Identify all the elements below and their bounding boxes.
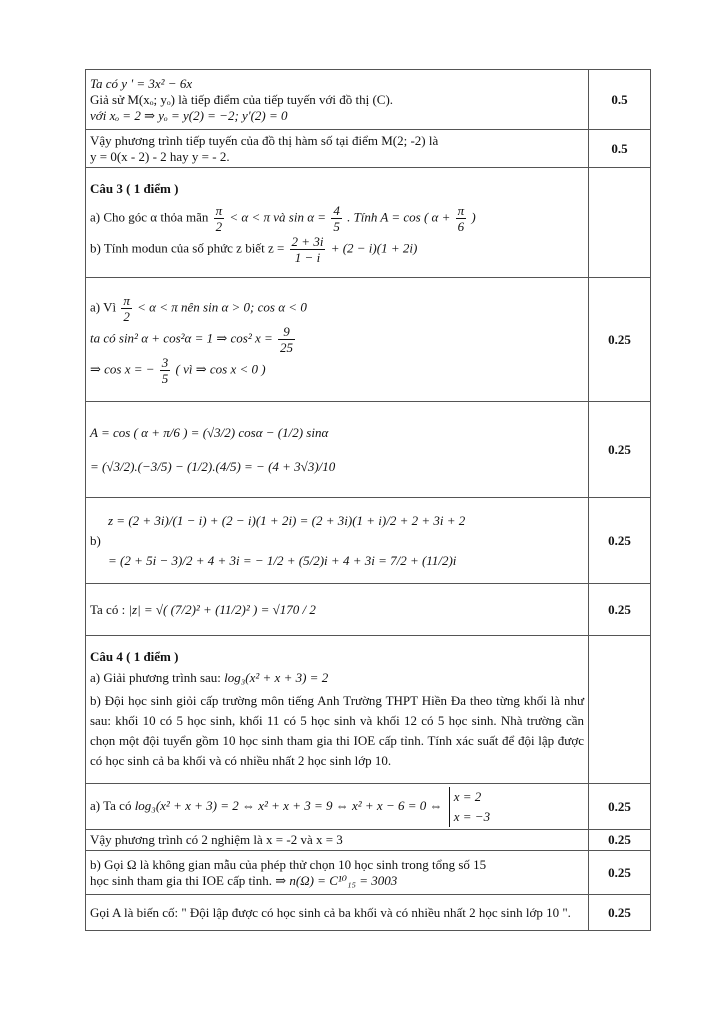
- question-title: Câu 3 ( 1 điểm ): [90, 180, 179, 196]
- table-row: [86, 784, 651, 830]
- sample-count-line: học sinh tham gia thi IOE cấp tỉnh. ⇒ n(Ω) = C¹⁰₁₅ = 3003: [90, 872, 398, 888]
- sample-space-line: b) Gọi Ω là không gian mẫu của phép thử chọn 10 học sinh trong tổng số 15: [90, 856, 487, 872]
- score-cell: 0.25: [589, 402, 651, 498]
- z-expansion-line: z = (2 + 3i)/(1 − i) + (2 − i)(1 + 2i) = (2 + 3i)(1 + i)/2 + 2 + 3i + 2: [108, 512, 466, 528]
- content-cell: [86, 851, 589, 895]
- score-cell: 0.25: [589, 278, 651, 402]
- content-cell: [86, 168, 589, 278]
- derivative-line: Ta có y ' = 3x² − 6x: [90, 75, 193, 91]
- table-row: [86, 402, 651, 498]
- tangent-point-line: Giả sử M(xₒ; yₒ) là tiếp điểm của tiếp tuyến với đồ thị (C).: [90, 91, 394, 107]
- conclusion-line: Vậy phương trình có 2 nghiệm là x = -2 và x = 3: [90, 832, 343, 847]
- answer-table: [85, 69, 651, 931]
- content-cell: [86, 498, 589, 584]
- content-cell: [86, 784, 589, 830]
- score-cell: 0.25: [589, 830, 651, 851]
- score-cell: 0.5: [589, 70, 651, 130]
- content-cell: [86, 584, 589, 636]
- cos-value-line: ⇒ cos x = − $\frac{3}{5}$ ( vì ⇒ cos x < 0 ): [90, 355, 266, 386]
- table-row: [86, 636, 651, 784]
- log-solution-line: a) Ta có log₃(x² + x + 3) = 2 ⇔ x² + x + 3 = 9 ⇔ x² + x − 6 = 0 ⇔ x = 2 x = −3: [90, 787, 584, 827]
- solution-system: x = 2 x = −3: [449, 787, 490, 827]
- table-row: [86, 498, 651, 584]
- content-cell: [86, 130, 589, 168]
- part-a-statement: a) Giải phương trình sau: log₃(x² + x + 3) = 2: [90, 669, 329, 685]
- score-cell: 0.25: [589, 895, 651, 931]
- part-a-statement: a) Cho góc α thỏa mãn $\frac{\pi}{2}$ < α < π và sin α = $\frac{4}{5}$ . Tính A = cos ( α + $\frac{\pi}{6}$ ): [90, 202, 476, 234]
- part-b-statement: b) Tính modun của số phức z biết z = $\frac{2 + 3i}{1 - i}$ + (2 − i)(1 + 2i): [90, 233, 418, 265]
- table-row: [86, 168, 651, 278]
- identity-line: ta có sin² α + cos²α = 1 ⇒ cos² x = $\frac{9}{25}$: [90, 324, 294, 355]
- content-cell: [86, 830, 589, 851]
- score-cell: 0.25: [589, 851, 651, 895]
- score-cell: 0.5: [589, 130, 651, 168]
- modulus-line: Ta có : |z| = √( (7/2)² + (11/2)² ) = √170 / 2: [90, 601, 316, 617]
- content-cell: [86, 402, 589, 498]
- sign-condition-line: a) Vì $\frac{\pi}{2}$ < α < π nên sin α > 0; cos α < 0: [90, 293, 307, 324]
- z-result-line: = (2 + 5i − 3)/2 + 4 + 3i = − 1/2 + (5/2)i + 4 + 3i = 7/2 + (11/2)i: [108, 552, 457, 568]
- tangent-equation-line: Vậy phương trình tiếp tuyến của đồ thị hàm số tại điểm M(2; -2) là: [90, 132, 439, 148]
- score-cell: 0.25: [589, 584, 651, 636]
- table-row: [86, 830, 651, 851]
- content-cell: [86, 278, 589, 402]
- score-cell: 0.25: [589, 784, 651, 830]
- part-label: b): [90, 532, 101, 548]
- content-cell: [86, 70, 589, 130]
- table-row: [86, 895, 651, 931]
- table-row: [86, 584, 651, 636]
- content-cell: [86, 636, 589, 784]
- score-cell: 0.25: [589, 498, 651, 584]
- tangent-result-line: y = 0(x - 2) - 2 hay y = - 2.: [90, 148, 230, 164]
- table-row: [86, 278, 651, 402]
- table-row: [86, 130, 651, 168]
- score-cell: [589, 636, 651, 784]
- event-definition: Gọi A là biến cố: " Đội lập được có học sinh cả ba khối và có nhiều nhất 2 học sinh lớp 10 ".: [90, 904, 571, 920]
- result-line: = (√3/2).(−3/5) − (1/2).(4/5) = − (4 + 3√3)/10: [90, 458, 336, 474]
- part-b-statement: b) Đội học sinh giỏi cấp trường môn tiếng Anh Trường THPT Hiền Đa theo từng khối là như sau: khối 10 có 5 học sinh, khối 11 có 5 học sinh và khối 12 có 5 học sinh. Nhà trường cần chọn một đội tuyển gồm 10 học sinh tham gia thi IOE cấp tỉnh. Tính xác suất để đội lập được có học sinh cả ba khối và có nhiều nhất 2 học sinh lớp 10.: [90, 692, 584, 768]
- table-row: [86, 70, 651, 130]
- table-row: [86, 851, 651, 895]
- expansion-line: A = cos ( α + π/6 ) = (√3/2) cosα − (1/2) sinα: [90, 424, 329, 440]
- score-cell: [589, 168, 651, 278]
- question-title: Câu 4 ( 1 điểm ): [90, 648, 179, 664]
- content-cell: [86, 895, 589, 931]
- value-line: với xₒ = 2 ⇒ yₒ = y(2) = −2; y'(2) = 0: [90, 107, 288, 123]
